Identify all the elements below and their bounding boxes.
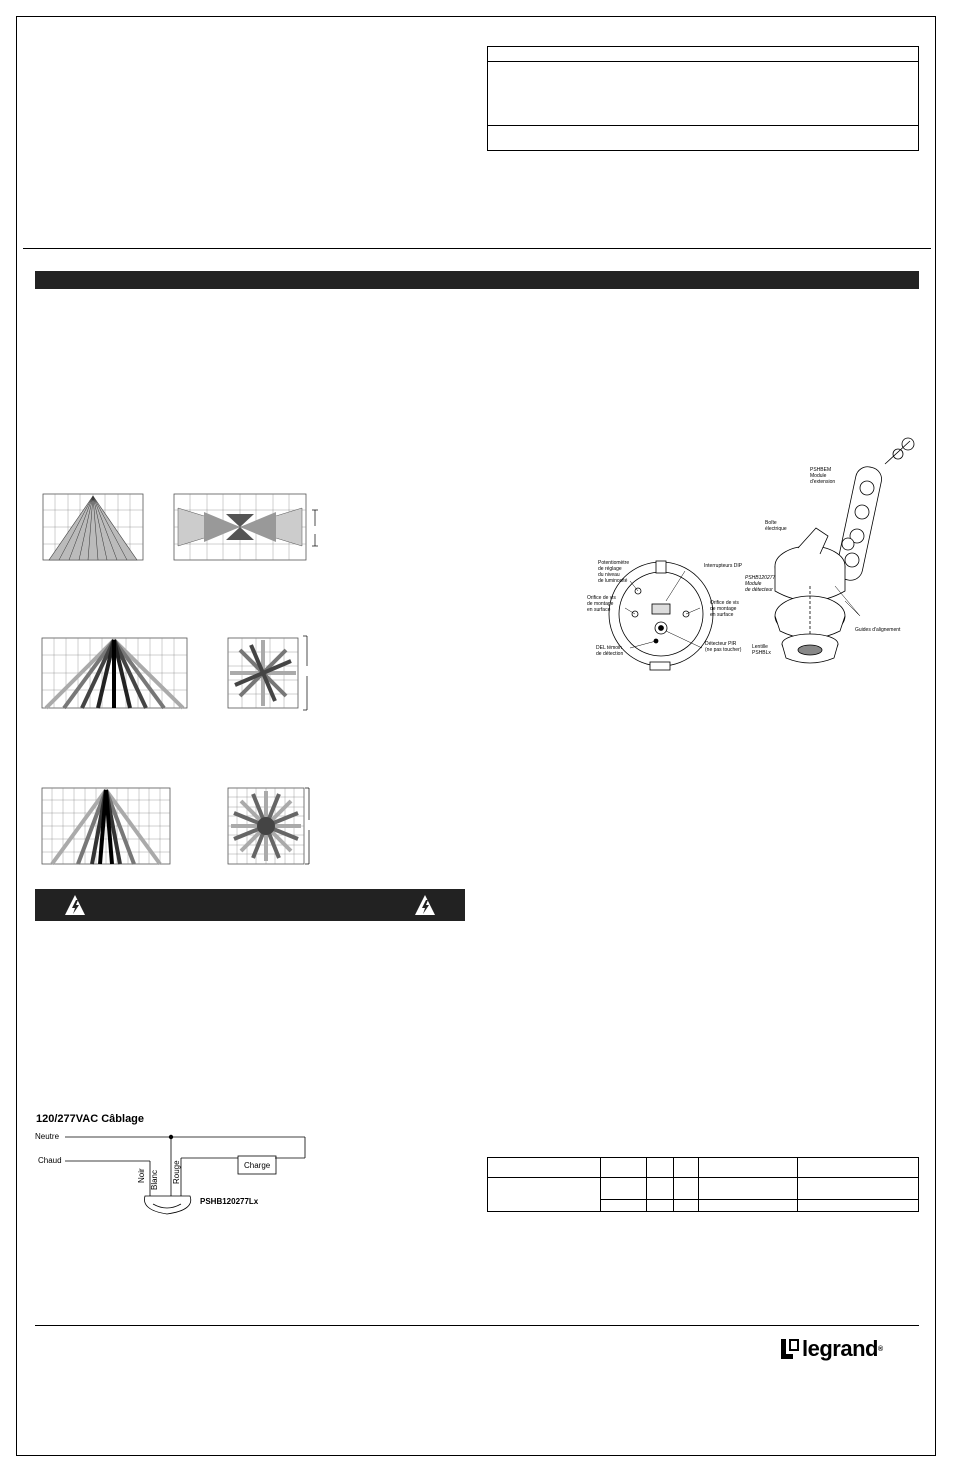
led-label: DEL témoin de détection [596,645,624,657]
pattern-3-side [42,788,170,864]
ext-module-label: PSHBEM Module d'extension [810,467,836,485]
logo-reg: ® [877,1345,883,1353]
dip-switches-label: Interrupteurs DIP [704,563,743,569]
potentiometer-label: Potentiomètre de réglage du niveau de luminosité [598,560,630,584]
pattern-2-side [42,638,187,708]
legrand-mark-icon [781,1339,799,1359]
electric-box-label: Boîte électrique [765,520,787,532]
wire-blanc-label: Blanc [150,1169,159,1190]
info-box [487,46,919,151]
logo-text: legrand [802,1336,878,1361]
warning-left-icon [64,894,86,916]
pattern-3-top [228,788,304,864]
pattern-1-top [174,494,306,560]
wire-noir-label: Noir [137,1168,146,1183]
section-header-bar [35,271,919,289]
lens-label: Lentille PSHBLx [752,644,771,656]
wire-neutre-label: Neutre [35,1132,60,1141]
bottom-divider [35,1325,919,1326]
mount-hole-left-label: Orifice de vis de montage en surface [587,595,616,613]
extension-module [834,438,914,582]
spec-table [487,1157,919,1212]
sensor-assembly-diagram [580,436,920,700]
charge-label: Charge [244,1161,271,1170]
detector-module-label: PSHB120277 Module de détecteur [745,575,776,593]
wire-rouge-label: Rouge [172,1160,181,1184]
top-divider [23,248,931,249]
pattern-2-top [228,638,298,708]
warning-right-icon [414,894,436,916]
coverage-patterns [35,490,325,875]
wire-chaud-label: Chaud [38,1156,62,1165]
model-label: PSHB120277Lx [200,1197,259,1206]
warning-bar [35,889,465,921]
mount-hole-right-label: Orifice de vis de montage en surface [710,600,739,618]
lens [782,634,838,663]
pir-label: Détecteur PIR (ne pas toucher) [705,641,742,653]
wiring-title: 120/277VAC Câblage [36,1113,145,1125]
legrand-logo [781,1336,883,1362]
pattern-1-side [43,494,143,560]
alignment-guides-label: Guides d'alignement [855,627,901,633]
